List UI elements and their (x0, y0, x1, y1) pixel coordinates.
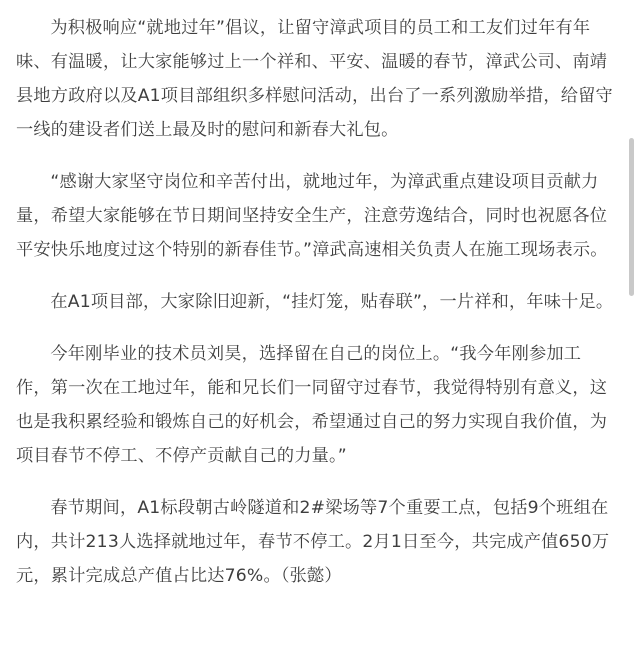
paragraph-output-summary: 春节期间，A1标段朝古岭隧道和2#梁场等7个重要工点，包括9个班组在内，共计213人选择就地过年，春节不停工。2月1日至今，共完成产值650万元，累计完成总产值占比达76%。（张懿） (16, 498, 610, 586)
paragraph-official-quote: “感谢大家坚守岗位和辛苦付出，就地过年，为漳武重点建设项目贡献力量，希望大家能够在节日期间坚持安全生产，注意劳逸结合，同时也祝愿各位平安快乐地度过这个特别的新春佳节。”漳武高速相关负责人在施工现场表示。 (16, 172, 608, 260)
paragraph-project-department: 在A1项目部，大家除旧迎新，“挂灯笼，贴春联”，一片祥和，年味十足。 (50, 292, 614, 312)
vertical-scrollbar[interactable] (626, 0, 636, 654)
scrollbar-thumb[interactable] (629, 138, 634, 296)
paragraph-technician-quote: 今年刚毕业的技术员刘昊，选择留在自己的岗位上。“我今年刚参加工作，第一次在工地过年，能和兄长们一同留守过春节，我觉得特别有意义，这也是我积累经验和锻炼自己的好机会，希望通过自己的努力实现自我价值，为项目春节不停工、不停产贡献自己的力量。” (16, 344, 608, 466)
paragraph-initiative: 为积极响应“就地过年”倡议，让留守漳武项目的员工和工友们过年有年味、有温暖，让大家能够过上一个祥和、平安、温暖的春节，漳武公司、南靖县地方政府以及A1项目部组织多样慰问活动，出台了一系列激励举措，给留守一线的建设者们送上最及时的慰问和新春大礼包。 (16, 18, 613, 140)
article-body (16, 11, 614, 593)
